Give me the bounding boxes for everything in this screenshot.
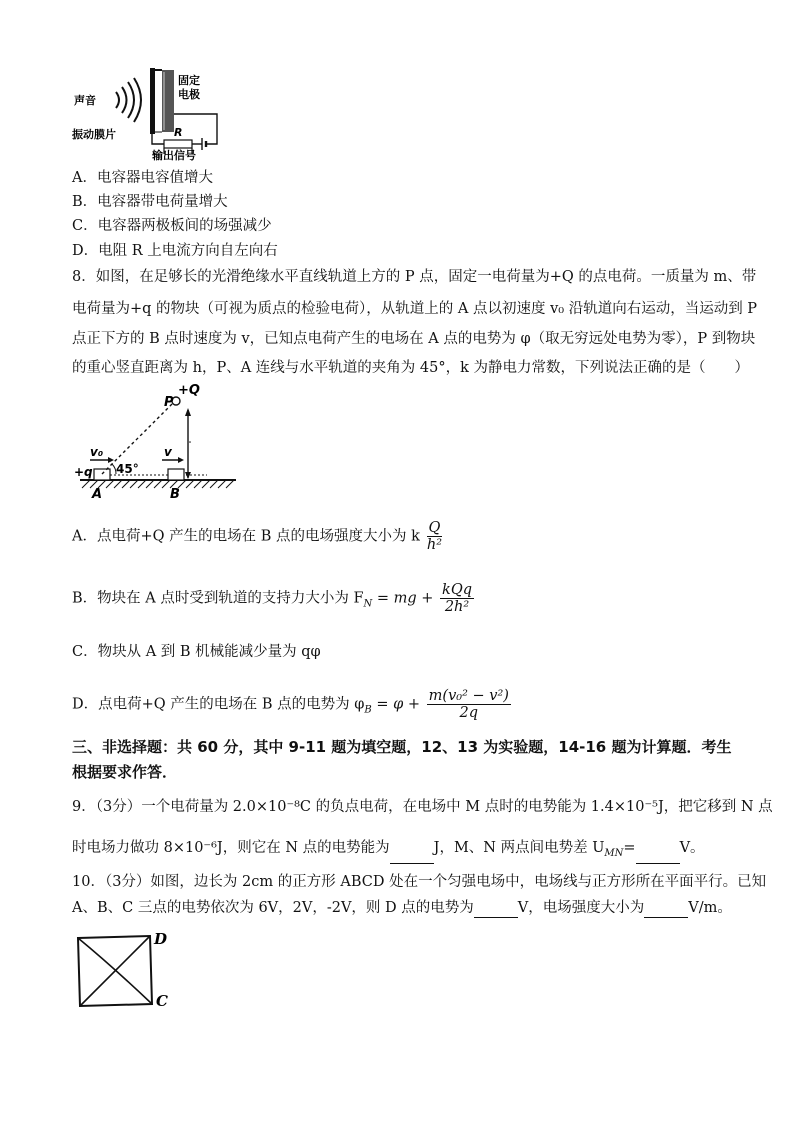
q8-option-d-text: D．点电荷+Q 产生的电场在 B 点的电势为 φ (72, 696, 365, 713)
q8-option-b-fraction: $\frac{\text{kQq}}{\text{2h²}}$ (442, 582, 473, 615)
q8-option-b-mid: = mg + (372, 590, 434, 607)
q9-text-c: = (623, 840, 636, 856)
fixed-electrode-label-2: 电极 (178, 88, 200, 101)
q8-option-c: C．物块从 A 到 B 机械能减少量为 qφ (72, 644, 321, 660)
q9-blank-1[interactable] (390, 849, 434, 864)
q9-sub: MN (604, 847, 624, 859)
q8-stem-line-3: 点正下方的 B 点时速度为 v，已知点电荷产生的电场在 A 点的电势为 φ（取无穷远处电势为零），P 到物块 (72, 331, 756, 347)
sound-label: 声音 (74, 94, 96, 107)
q8-option-a-text: A．点电荷+Q 产生的电场在 B 点的电场强度大小为 k (72, 528, 420, 545)
sound-wave-icon (116, 78, 141, 122)
charge-q-label: +Q (178, 383, 200, 398)
q10-text-a: A、B、C 三点的电势依次为 6V，2V，-2V，则 D 点的电势为 (72, 900, 474, 916)
q9-text-a: 时电场力做功 8×10⁻⁶J，则它在 N 点的电势能为 (72, 840, 390, 856)
q7-option-a: A．电容器电容值增大 (72, 170, 213, 186)
q7-option-d: D．电阻 R 上电流方向自左向右 (72, 243, 278, 259)
track-charge-figure (72, 382, 242, 502)
point-a-label: A (92, 487, 103, 502)
section-3-heading-2: 根据要求作答． (72, 763, 178, 781)
q8-option-d-sub: B (364, 704, 372, 716)
q9-blank-2[interactable] (636, 849, 680, 864)
output-signal-label: 输出信号 (152, 149, 196, 162)
q8-stem-line-1: 8．如图，在足够长的光滑绝缘水平直线轨道上方的 P 点，固定一电荷量为+Q 的点电荷。一质量为 m、带 (72, 269, 757, 285)
point-c-label: C (156, 992, 168, 1010)
q9-line-1: 9．（3分）一个电荷量为 2.0×10⁻⁸C 的负点电荷，在电场中 M 点时的电势能为 1.4×10⁻⁵J，把它移到 N 点 (72, 799, 773, 815)
resistor-label: R (174, 126, 183, 139)
q8-option-b-sub: N (363, 598, 373, 610)
capacitor-microphone-figure (72, 62, 232, 162)
q9-text-b: J，M、N 两点间电势差 U (433, 840, 605, 856)
q9-line-2 (72, 838, 705, 864)
point-p-label: P (164, 395, 174, 410)
v-label: v (164, 445, 172, 459)
plus-q-label: +q (74, 465, 93, 479)
q10-text-b: V，电场强度大小为 (517, 900, 645, 916)
point-b-label: B (170, 487, 180, 502)
membrane-label: 振动膜片 (72, 128, 116, 141)
q10-blank-2[interactable] (644, 903, 688, 918)
q8-option-d (72, 688, 513, 721)
q8-option-d-mid: = φ + (371, 696, 421, 713)
square-abcd-figure (72, 926, 182, 1016)
q9-text-d: V。 (679, 840, 705, 856)
q8-option-b (72, 582, 476, 615)
q8-option-d-fraction: $\frac{\text{m(v₀² − v²)}}{2q}$ (428, 688, 509, 721)
point-d-label: D (154, 930, 168, 948)
q10-line-2 (72, 898, 732, 918)
angle-label: 45° (116, 462, 139, 476)
q8-option-b-text: B．物块在 A 点时受到轨道的支持力大小为 F (72, 590, 364, 607)
q8-option-a-fraction: $\frac{Q}{\text{h²}}$ (426, 520, 443, 553)
q8-option-a (72, 520, 444, 553)
q10-blank-1[interactable] (474, 903, 518, 918)
q10-text-c: V/m。 (688, 900, 732, 916)
fixed-electrode-label: 固定 (178, 74, 200, 87)
q10-line-1: 10．（3分）如图，边长为 2cm 的正方形 ABCD 处在一个匀强电场中，电场线与正方形所在平面平行。已知 (72, 874, 767, 890)
q8-stem-line-2: 电荷量为+q 的物块（可视为质点的检验电荷），从轨道上的 A 点以初速度 v₀ 沿轨道向右运动，当运动到 P (72, 301, 758, 317)
section-3-heading: 三、非选择题：共 60 分，其中 9-11 题为填空题，12、13 为实验题，14-16 题为计算题．考生 (72, 738, 732, 756)
q7-option-c: C．电容器两极板间的场强减少 (72, 218, 272, 234)
q7-option-b: B．电容器带电荷量增大 (72, 194, 228, 210)
q8-stem-line-4: 的重心竖直距离为 h，P、A 连线与水平轨道的夹角为 45°，k 为静电力常数，下列说法正确的是（ ） (72, 360, 749, 376)
v0-label: v₀ (90, 445, 104, 459)
